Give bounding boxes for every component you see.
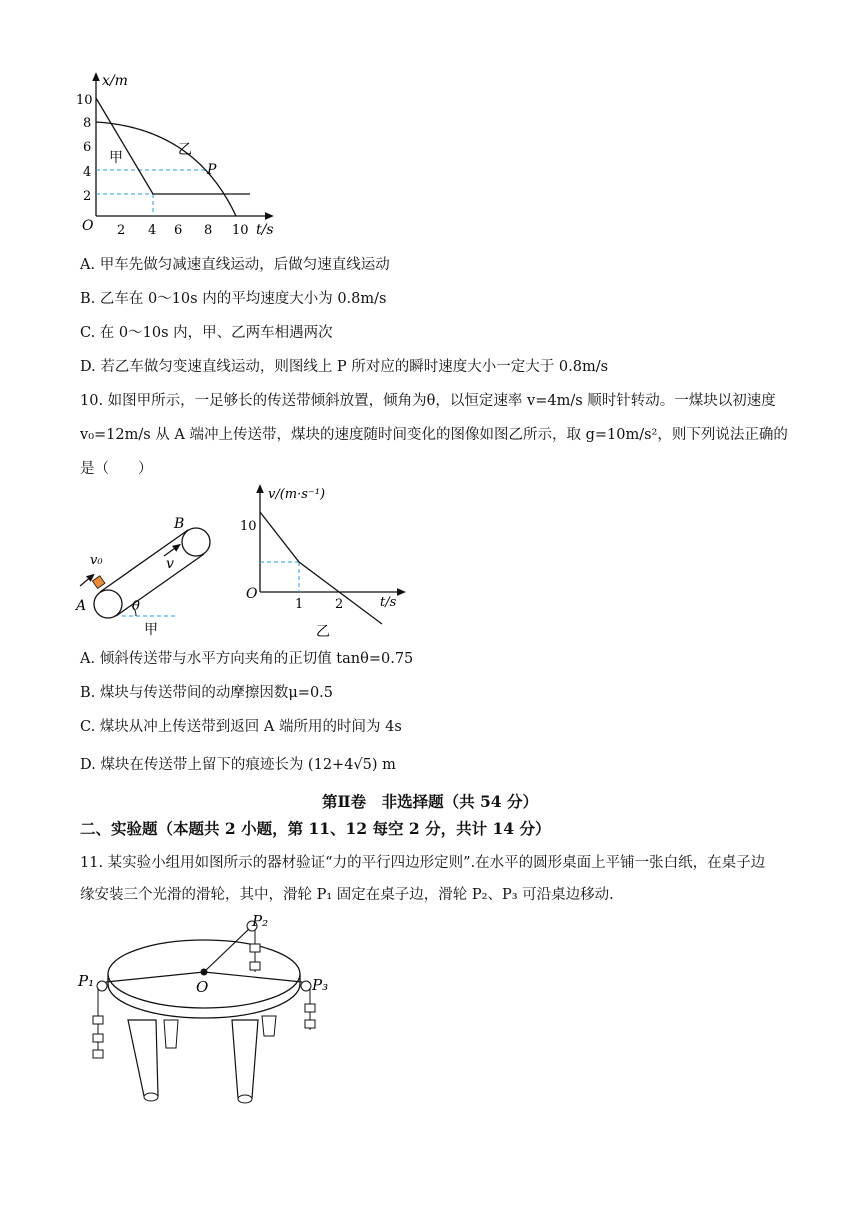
v-arrow xyxy=(164,546,178,556)
origin-label: O xyxy=(246,586,258,602)
q10-option-a: A. 倾斜传送带与水平方向夹角的正切值 tanθ=0.75 xyxy=(80,651,414,667)
x-tick-1: 1 xyxy=(295,597,304,612)
x-axis-label: t/s xyxy=(256,222,274,238)
table-leg xyxy=(232,1020,258,1098)
table-leg xyxy=(262,1016,276,1036)
q11-line1: 11. 某实验小组用如图所示的器材验证“力的平行四边形定则”.在水平的圆形桌面上平铺一张白纸，在桌子边 xyxy=(80,855,766,871)
caption-yi: 乙 xyxy=(316,624,330,640)
weight-p1 xyxy=(93,1016,103,1024)
q10-option-c: C. 煤块从冲上传送带到返回 A 端所用的时间为 4s xyxy=(80,719,402,735)
y-axis-label: v/(m·s⁻¹) xyxy=(268,487,326,502)
x-tick: 6 xyxy=(174,223,183,238)
v0-arrow xyxy=(80,576,92,586)
q9-option-d: D. 若乙车做匀变速直线运动，则图线上 P 所对应的瞬时速度大小一定大于 0.8m/s xyxy=(80,359,609,375)
y-tick: 8 xyxy=(83,116,92,131)
table-leg xyxy=(128,1020,158,1096)
q10-option-d: D. 煤块在传送带上留下的痕迹长为 (12+4√5) m xyxy=(80,757,396,773)
weight-p2 xyxy=(250,944,260,952)
vt-line xyxy=(260,512,382,624)
table-leg xyxy=(164,1020,178,1048)
x-axis-label: t/s xyxy=(380,595,397,610)
label-o: O xyxy=(196,978,209,996)
label-b: B xyxy=(174,516,185,532)
y-tick: 2 xyxy=(83,189,92,204)
weight-p3 xyxy=(305,1004,315,1012)
q9-option-b: B. 乙车在 0～10s 内的平均速度大小为 0.8m/s xyxy=(80,291,387,307)
pulley-b xyxy=(182,528,210,556)
part-ii-title: 第Ⅱ卷 非选择题（共 54 分） xyxy=(322,792,538,811)
q9-option-c: C. 在 0～10s 内，甲、乙两车相遇两次 xyxy=(80,325,333,341)
label-a: A xyxy=(76,598,87,614)
label-yi: 乙 xyxy=(178,142,192,158)
y-axis-label: x/m xyxy=(102,73,128,89)
x-tick: 2 xyxy=(117,223,126,238)
label-p2: P₂ xyxy=(252,912,269,930)
x-tick: 10 xyxy=(232,223,249,238)
label-v0: v₀ xyxy=(90,553,103,568)
label-p1: P₁ xyxy=(78,972,95,990)
label-theta: θ xyxy=(132,599,140,614)
pulley-a xyxy=(94,590,122,618)
weight-p1 xyxy=(93,1050,103,1058)
y-tick: 6 xyxy=(83,140,92,155)
q10-vt-graph xyxy=(238,482,408,642)
weight-p2 xyxy=(250,962,260,970)
knot-o xyxy=(201,969,208,976)
caption-jia: 甲 xyxy=(144,622,158,638)
q11-table-figure xyxy=(72,908,332,1110)
belt-top xyxy=(100,530,188,592)
x-tick-2: 2 xyxy=(335,597,344,612)
origin-label: O xyxy=(82,218,94,234)
q10-conveyor-figure xyxy=(74,506,234,640)
section-heading: 二、实验题（本题共 2 小题，第 11、12 每空 2 分，共计 14 分） xyxy=(80,819,551,838)
belt-bottom xyxy=(116,554,204,616)
y-tick: 4 xyxy=(83,165,92,180)
label-p: P xyxy=(207,162,217,178)
q10-option-b: B. 煤块与传送带间的动摩擦因数μ=0.5 xyxy=(80,685,334,701)
q11-line2: 缘安装三个光滑的滑轮，其中，滑轮 P₁ 固定在桌子边，滑轮 P₂、P₃ 可沿桌边移动. xyxy=(80,887,614,903)
x-tick: 8 xyxy=(204,223,213,238)
label-jia: 甲 xyxy=(109,150,123,166)
label-p3: P₃ xyxy=(312,976,329,994)
weight-p3 xyxy=(305,1020,315,1028)
weight-p1 xyxy=(93,1034,103,1042)
q9-xt-graph xyxy=(70,68,280,240)
q10-stem-line1: 10. 如图甲所示，一足够长的传送带倾斜放置，倾角为θ，以恒定速率 v=4m/s 顺时针转动。一煤块以初速度 xyxy=(80,393,776,409)
series-jia-line xyxy=(96,98,250,194)
q10-stem-line3: 是（ ） xyxy=(80,461,153,477)
q9-option-a: A. 甲车先做匀减速直线运动，后做匀速直线运动 xyxy=(80,257,390,273)
coal-block xyxy=(92,576,105,589)
x-tick: 4 xyxy=(148,223,157,238)
y-tick-10: 10 xyxy=(240,519,257,534)
q10-stem-line2: v₀=12m/s 从 A 端冲上传送带，煤块的速度随时间变化的图像如图乙所示，取 g=10m/s²，则下列说法正确的 xyxy=(80,427,788,443)
label-v: v xyxy=(166,556,174,572)
y-tick: 10 xyxy=(76,93,93,108)
